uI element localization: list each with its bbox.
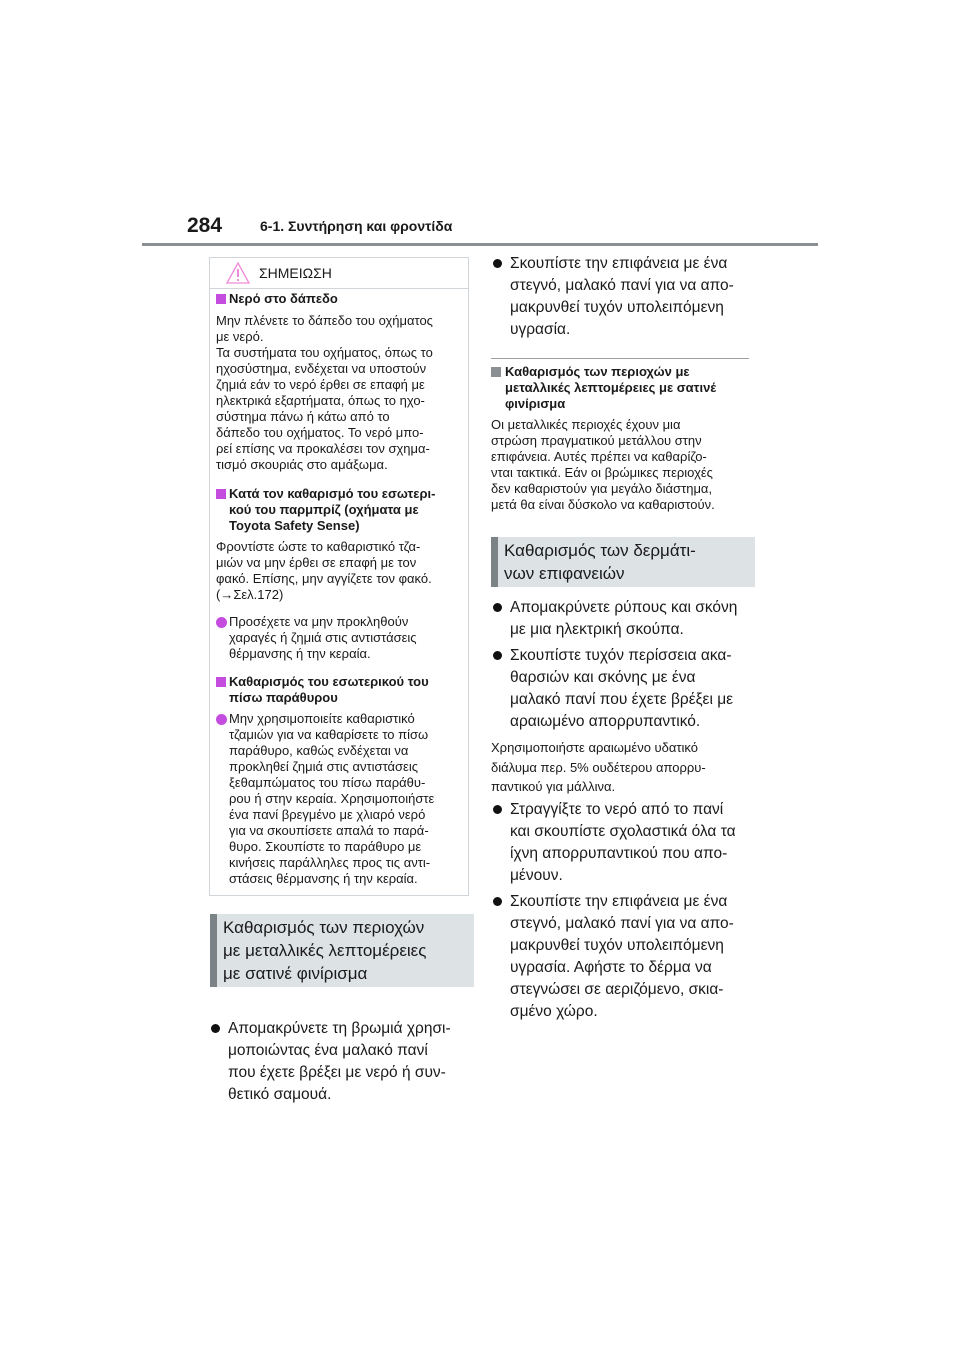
list-item: Σκουπίστε τυχόν περίσσεια ακα- θαρσιών και σκόνης με ένα μαλακό πανί που έχετε βρέξει με αραιωμένο απορρυπαντικό. bbox=[510, 645, 733, 733]
list-item: Σκουπίστε την επιφάνεια με ένα στεγνό, μαλακό πανί για να απο- μακρυνθεί τυχόν υπολειπόμενη υγρασία. Αφήστε το δέρμα να στεγνώσει σε αεριζόμενο, σκια- σμένο χώρο. bbox=[510, 891, 734, 1023]
notice-body-1: Μην πλένετε το δάπεδο του οχήματος με νερό. Τα συστήματα του οχήματος, όπως το ηχοσύστημα, ενδέχεται να υποστούν ζημιά εάν το νερό έρθει σε επαφή με ηλεκτρικά εξαρτήματα, όπως το ηχο- σύστημα πάνω ή κάτω από το δάπεδο του οχήματος. Το νερό μπο- ρεί επίσης να προκαλέσει τον σχημα- τισμό σκουριάς στο αμάξωμα. bbox=[216, 313, 433, 472]
list-item: Απομακρύνετε ρύπους και σκόνη με μια ηλεκτρική σκούπα. bbox=[510, 597, 737, 641]
notice-box bbox=[209, 257, 469, 896]
divider bbox=[491, 358, 749, 359]
section-title: 6-1. Συντήρηση και φροντίδα bbox=[260, 218, 453, 234]
info-body: Οι μεταλλικές περιοχές έχουν μια στρώση πραγματικού μετάλλου στην επιφάνεια. Αυτές πρέπει να καθαρίζο- νται τακτικά. Εάν οι βρώμικες περιοχές δεν καθαριστούν για μεγάλο διάστημα, μετά θα είναι δύσκολο να καθαριστούν. bbox=[491, 417, 715, 512]
list-item: Στραγγίξτε το νερό από το πανί και σκουπίστε σχολαστικά όλα τα ίχνη απορρυπαντικού που απο- μένουν. bbox=[510, 799, 736, 887]
notice-body-2: Φροντίστε ώστε το καθαριστικό τζα- μιών να μην έρθει σε επαφή με τον φακό. Επίσης, μην αγγίζετε τον φακό. (→Σελ.172) bbox=[216, 539, 432, 602]
section-banner-leather: Καθαρισμός των δερμάτι- νων επιφανειών bbox=[491, 537, 755, 587]
note-text: Χρησιμοποιήστε αραιωμένο υδατικό διάλυμα περ. 5% ουδέτερου απορρυ- παντικού για μάλλινα. bbox=[491, 740, 706, 794]
notice-heading-2: Κατά τον καθαρισμό του εσωτερι- κού του παρμπρίζ (οχήματα με Toyota Safety Sense) bbox=[216, 486, 435, 534]
page-number: 284 bbox=[187, 214, 223, 237]
info-heading: Καθαρισμός των περιοχών με μεταλλικές λεπτομέρειες με σατινέ φινίρισμα bbox=[491, 364, 716, 412]
list-item: Σκουπίστε την επιφάνεια με ένα στεγνό, μαλακό πανί για να απο- μακρυνθεί τυχόν υπολειπόμενη υγρασία. bbox=[510, 253, 734, 341]
notice-header bbox=[210, 258, 468, 289]
list-item: Απομακρύνετε τη βρωμιά χρησι- μοποιώντας ένα μαλακό πανί που έχετε βρέξει με νερό ή συν- θετικό σαμουά. bbox=[228, 1018, 451, 1106]
notice-heading-3: Καθαρισμός του εσωτερικού του πίσω παράθυρου bbox=[216, 674, 429, 706]
header-rule bbox=[142, 243, 818, 246]
notice-heading-1: Νερό στο δάπεδο bbox=[216, 291, 338, 307]
warning-icon bbox=[225, 261, 251, 285]
notice-title: ΣΗΜΕΙΩΣΗ bbox=[259, 265, 332, 281]
section-banner-metal: Καθαρισμός των περιοχών με μεταλλικές λεπτομέρειες με σατινέ φινίρισμα bbox=[210, 914, 474, 987]
notice-bullet-2: Προσέχετε να μην προκληθούν χαραγές ή ζημιά στις αντιστάσεις θέρμανσης ή την κεραία. bbox=[216, 614, 417, 662]
notice-bullet-3: Μην χρησιμοποιείτε καθαριστικό τζαμιών για να καθαρίσετε το πίσω παράθυρο, καθώς ενδέχεται να προκληθεί ζημιά στις αντιστάσεις ξεθαμπώματος του πίσω παράθυ- ρου ή στην κεραία. Χρησιμοποιήστε ένα πανί βρεγμένο με χλιαρό νερό για να σκουπίσετε απαλά το παρά- θυρο. Σκουπίστε το παράθυρο με κινήσεις παράλληλες προς τις αντι- στάσεις θέρμανσης ή την κεραία. bbox=[216, 711, 434, 887]
